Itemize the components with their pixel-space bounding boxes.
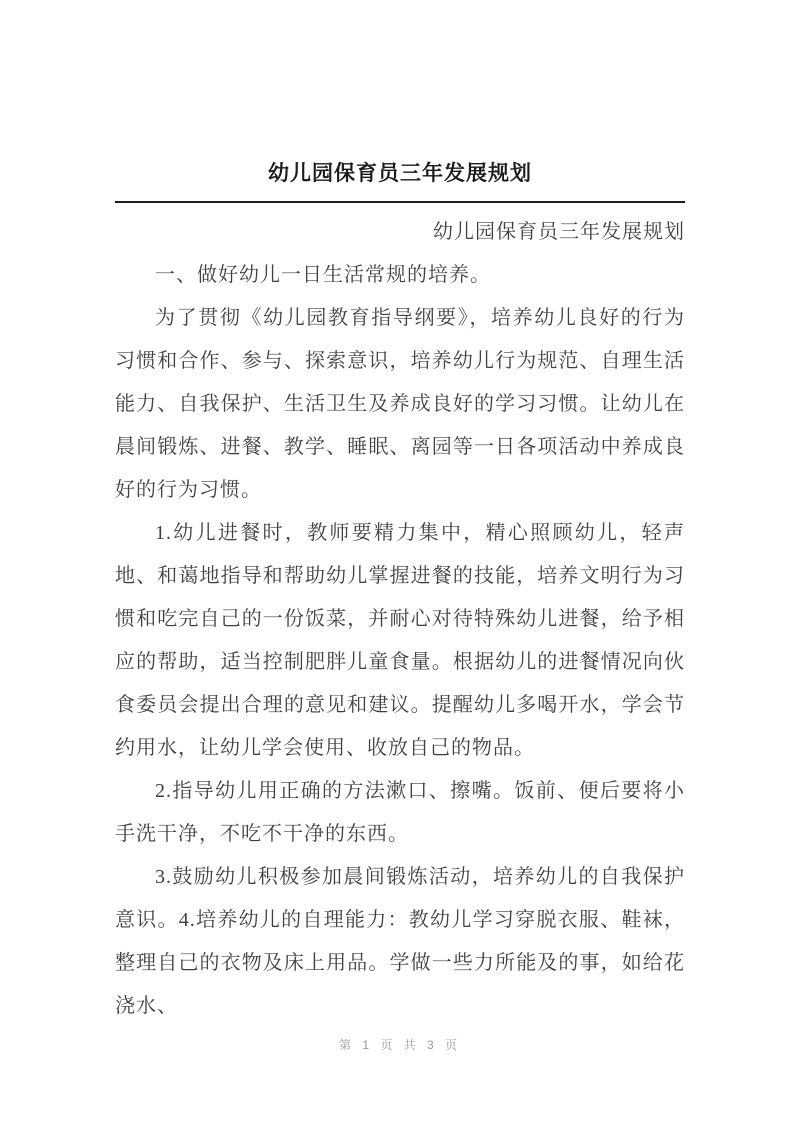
paragraph-item-1: 1.幼儿进餐时，教师要精力集中，精心照顾幼儿，轻声地、和蔼地指导和帮助幼儿掌握进餐的技能，培养文明行为习惯和吃完自己的一份饭菜，并耐心对待特殊幼儿进餐，给予相应的帮助，适当控制肥胖儿童食量。根据幼儿的进餐情况向伙食委员会提出合理的意见和建议。提醒幼儿多喝开水，学会节约用水，让幼儿学会使用、收放自己的物品。 (115, 522, 685, 760)
page-number-indicator: 第 1 页 共 3 页 (338, 1038, 462, 1052)
paragraph-section-heading: 一、做好幼儿一日生活常规的培养。 (155, 264, 491, 287)
paragraph-intro: 为了贯彻《幼儿园教育指导纲要》，培养幼儿良好的行为习惯和合作、参与、探索意识，培养幼儿行为规范、自理生活能力、自我保护、生活卫生及养成良好的学习习惯。让幼儿在晨间锻炼、进餐、教学、睡眠、离园等一日各项活动中养成良好的行为习惯。 (115, 307, 685, 502)
paragraph-item-3: 3.鼓励幼儿积极参加晨间锻炼活动，培养幼儿的自我保护意识。4.培养幼儿的自理能力：教幼儿学习穿脱衣服、鞋袜，整理自己的衣物及床上用品。学做一些力所能及的事，如给花浇水、 (115, 866, 685, 1018)
document-title: 幼儿园保育员三年发展规划 (268, 162, 532, 185)
page-footer (0, 1036, 800, 1053)
title-divider (115, 201, 685, 203)
document-body (115, 211, 685, 1028)
paragraph-item-2: 2.指导幼儿用正确的方法漱口、擦嘴。饭前、便后要将小手洗干净，不吃不干净的东西。 (115, 780, 685, 846)
document-subtitle: 幼儿园保育员三年发展规划 (433, 221, 685, 244)
